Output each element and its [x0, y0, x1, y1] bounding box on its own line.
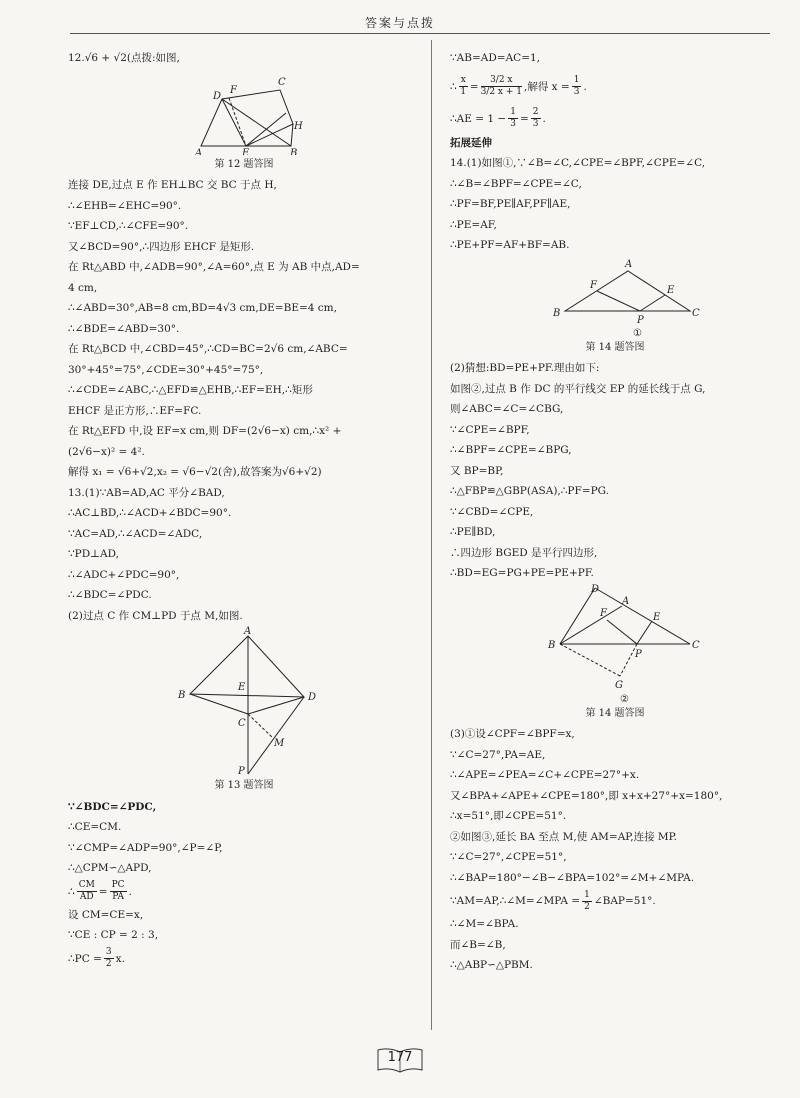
label-A: A: [622, 595, 630, 607]
label-A: A: [244, 626, 252, 637]
text-line: ∵∠CMP=∠ADP=90°,∠P=∠P,: [68, 841, 223, 854]
text-line: 30°+45°=75°,∠CDE=30°+45°=75°,: [68, 363, 264, 376]
text-line: ∴∠B=∠BPF=∠CPE=∠C,: [450, 177, 582, 190]
text-line: ∴∠APE=∠PEA=∠C+∠CPE=27°+x.: [450, 769, 640, 781]
label-A: A: [195, 147, 203, 155]
text: .: [583, 80, 587, 93]
figure-12: [68, 69, 420, 155]
text-line: ∴∠ABD=30°,AB=8 cm,BD=4√3 cm,DE=BE=4 cm,: [68, 302, 337, 314]
label-P: P: [637, 314, 644, 326]
text-line: ∴PE∥BD,: [450, 526, 496, 538]
figure-14b-caption: 第 14 题答图: [585, 707, 645, 719]
text-line: ∵∠C=27°,PA=AE,: [450, 748, 546, 761]
label-P: P: [635, 648, 642, 660]
text-line: ∴CE=CM.: [68, 821, 122, 833]
text-line: ∵PD⊥AD,: [68, 548, 120, 560]
text-line: ∴△FBP≌△GBP(ASA),∴PF=PG.: [450, 485, 609, 497]
text-line: (2)猜想:BD=PE+PF.理由如下:: [450, 362, 600, 374]
text-line: ∴PF=BF,PE∥AF,PF∥AE,: [450, 198, 571, 210]
text-line: ∴BD=EG=PG+PE=PE+PF.: [450, 567, 594, 579]
text: ∵AM=AP,∴∠M=∠MPA =: [450, 895, 581, 907]
numerator: 3/2 x: [481, 75, 522, 87]
label-C: C: [238, 718, 246, 729]
label-B: B: [548, 639, 556, 651]
fraction: [572, 75, 582, 98]
fraction-line: [450, 888, 780, 914]
text: ∴PC =: [68, 952, 102, 965]
label-C: C: [692, 307, 700, 319]
fraction-line: [450, 105, 780, 133]
text-line: ∵EF⊥CD,∴∠CFE=90°.: [68, 220, 189, 232]
text: .: [542, 112, 546, 125]
text-line: 设 CM=CE=x,: [68, 908, 144, 921]
label-F: F: [600, 607, 607, 619]
label-F: F: [590, 279, 597, 291]
text-line: ∵∠CPE=∠BPF,: [450, 423, 530, 436]
text-line: ∴∠M=∠BPA.: [450, 918, 519, 930]
figure-number: ②: [620, 693, 629, 704]
text-line: ∵AB=AD=AC=1,: [450, 52, 541, 64]
label-D: D: [308, 692, 317, 703]
fraction: [531, 107, 541, 130]
denominator: 3: [510, 119, 516, 129]
text: =: [519, 112, 529, 125]
text-line: ∵∠C=27°,∠CPE=51°,: [450, 851, 567, 863]
text: ∴AE = 1 −: [450, 112, 507, 125]
text-line: EHCF 是正方形,∴EF=FC.: [68, 404, 202, 417]
left-column: [68, 48, 420, 972]
label-E: E: [667, 284, 675, 296]
text-line: 14.(1)如图①,∵∠B=∠C,∠CPE=∠BPF,∠CPE=∠C,: [450, 157, 706, 169]
numerator: 3: [105, 947, 112, 957]
fraction: [110, 880, 127, 903]
section-heading: 拓展延伸: [450, 136, 492, 149]
text-line: ∵AC=AD,∴∠ACD=∠ADC,: [68, 527, 203, 540]
fraction-line: [68, 946, 420, 972]
numerator: x: [460, 75, 466, 85]
denominator: 3: [573, 87, 580, 97]
text-line: ∴AC⊥BD,∴∠ACD+∠BDC=90°.: [68, 507, 232, 519]
text-line: 在 Rt△BCD 中,∠CBD=45°,∴CD=BC=2√6 cm,∠ABC=: [68, 343, 348, 355]
denominator: 2: [584, 901, 590, 912]
text-line: ∴△ABP∽△PBM.: [450, 959, 533, 971]
label-C: C: [278, 76, 286, 88]
denominator: 1: [460, 87, 467, 97]
figure-number: ①: [633, 327, 642, 338]
text-line: ∴∠BPF=∠CPE=∠BPG,: [450, 444, 572, 456]
text-line: ∴∠CDE=∠ABC,∴△EFD≌△EHB,∴EF=EH,∴矩形: [68, 384, 313, 396]
text: ,解得 x =: [524, 80, 570, 93]
label-E: E: [653, 611, 661, 623]
fraction: [508, 107, 518, 130]
text: ∠BAP=51°.: [593, 895, 656, 907]
figure-14a: [450, 256, 780, 338]
numerator: 1: [573, 75, 580, 85]
fraction: [104, 947, 114, 970]
denominator: AD: [79, 892, 94, 902]
text-line: ∵∠BDC=∠PDC,: [68, 800, 157, 813]
fraction: [459, 75, 468, 98]
denominator: 2: [105, 959, 112, 969]
text-line: 如图②,过点 B 作 DC 的平行线交 EP 的延长线于点 G,: [450, 382, 706, 395]
text: ∴: [450, 80, 457, 93]
text-line: 又∠BCD=90°,∴四边形 EHCF 是矩形.: [68, 240, 255, 253]
denominator: PA: [112, 892, 124, 902]
text-line: ∴△CPM∽△APD,: [68, 862, 152, 874]
label-B: B: [553, 307, 561, 319]
text: ∴: [68, 885, 75, 898]
text: .: [128, 885, 132, 898]
header-title: 答案与点拨: [364, 16, 435, 30]
fraction: [481, 75, 522, 98]
text-line: ∵∠CBD=∠CPE,: [450, 505, 534, 518]
figure-14b: [450, 584, 780, 704]
page-header: [0, 0, 800, 36]
text-line: ∴∠BDC=∠PDC.: [68, 589, 152, 601]
text-line: (2)过点 C 作 CM⊥PD 于点 M,如图.: [68, 609, 243, 622]
fraction: [77, 880, 97, 903]
fraction-line: [450, 69, 780, 105]
label-A: A: [625, 258, 633, 270]
label-H: H: [294, 120, 303, 132]
label-B: B: [178, 690, 186, 701]
figure-13-caption: 第 13 题答图: [214, 780, 274, 791]
text-line: 又∠BPA+∠APE+∠CPE=180°,即 x+x+27°+x=180°,: [450, 789, 723, 802]
text: =: [98, 885, 108, 898]
text-line: 则∠ABC=∠C=∠CBG,: [450, 403, 564, 415]
text-line: ∴x=51°,即∠CPE=51°.: [450, 810, 567, 822]
fraction-line: [68, 879, 420, 905]
label-G: G: [615, 679, 623, 691]
right-column: [450, 48, 780, 976]
denominator: 3/2 x + 1: [480, 87, 522, 97]
text-line: 解得 x₁ = √6+√2,x₂ = √6−√2(舍),故答案为√6+√2): [68, 466, 322, 478]
text-line: 而∠B=∠B,: [450, 938, 506, 951]
label-B: B: [290, 147, 298, 155]
text-line: (2√6−x)² = 4².: [68, 445, 145, 458]
text-line: ∵CE : CP = 2 : 3,: [68, 929, 159, 941]
label-P: P: [238, 766, 245, 776]
figure-14b-diagram: [450, 584, 780, 704]
text: =: [469, 80, 479, 93]
text-line: ∴PE=AF,: [450, 218, 497, 231]
header-rule: [70, 33, 770, 34]
figure-12-diagram: [68, 69, 420, 155]
text-line: 12.√6 + √2(点拨:如图,: [68, 52, 180, 64]
fraction: [582, 890, 592, 913]
figure-13-diagram: [68, 626, 420, 776]
text-line: ∴∠EHB=∠EHC=90°.: [68, 199, 182, 212]
label-D: D: [591, 583, 600, 595]
numerator: PC: [111, 880, 125, 890]
label-E: E: [238, 682, 246, 693]
numerator: CM: [78, 880, 95, 890]
figure-14a-caption: 第 14 题答图: [585, 341, 645, 353]
page-number: 177: [387, 1050, 413, 1065]
text-line: (3)①设∠CPF=∠BPF=x,: [450, 728, 575, 740]
figure-13: [68, 626, 420, 776]
text-line: 在 Rt△ABD 中,∠ADB=90°,∠A=60°,点 E 为 AB 中点,AD=: [68, 261, 360, 273]
label-E: E: [242, 147, 250, 155]
numerator: 1: [510, 107, 516, 117]
figure-14a-diagram: [450, 256, 780, 338]
text-line: ②如图③,延长 BA 至点 M,使 AM=AP,连接 MP.: [450, 830, 677, 843]
label-F: F: [230, 84, 237, 96]
numerator: 2: [532, 107, 539, 117]
text-line: 又 BP=BP,: [450, 464, 504, 477]
denominator: 3: [532, 119, 539, 129]
text-line: ∴∠BDE=∠ABD=30°.: [68, 322, 180, 335]
text-line: 4 cm,: [68, 281, 98, 294]
text: x.: [115, 952, 125, 965]
text-line: 连接 DE,过点 E 作 EH⊥BC 交 BC 于点 H,: [68, 179, 277, 191]
column-divider: [431, 40, 432, 1030]
text-line: 在 Rt△EFD 中,设 EF=x cm,则 DF=(2√6−x) cm,∴x² +: [68, 425, 342, 437]
text-line: 13.(1)∵AB=AD,AC 平分∠BAD,: [68, 486, 225, 499]
label-D: D: [213, 90, 222, 102]
label-M: M: [274, 738, 285, 749]
text-line: ∴∠BAP=180°−∠B−∠BPA=102°=∠M+∠MPA.: [450, 871, 695, 884]
numerator: 1: [584, 889, 590, 900]
label-C: C: [692, 639, 700, 651]
figure-12-caption: 第 12 题答图: [214, 158, 274, 170]
text-line: ∴四边形 BGED 是平行四边形,: [450, 546, 598, 559]
text-line: ∴∠ADC+∠PDC=90°,: [68, 568, 180, 581]
page-number-badge: [375, 1046, 425, 1076]
text-line: ∴PE+PF=AF+BF=AB.: [450, 239, 570, 251]
